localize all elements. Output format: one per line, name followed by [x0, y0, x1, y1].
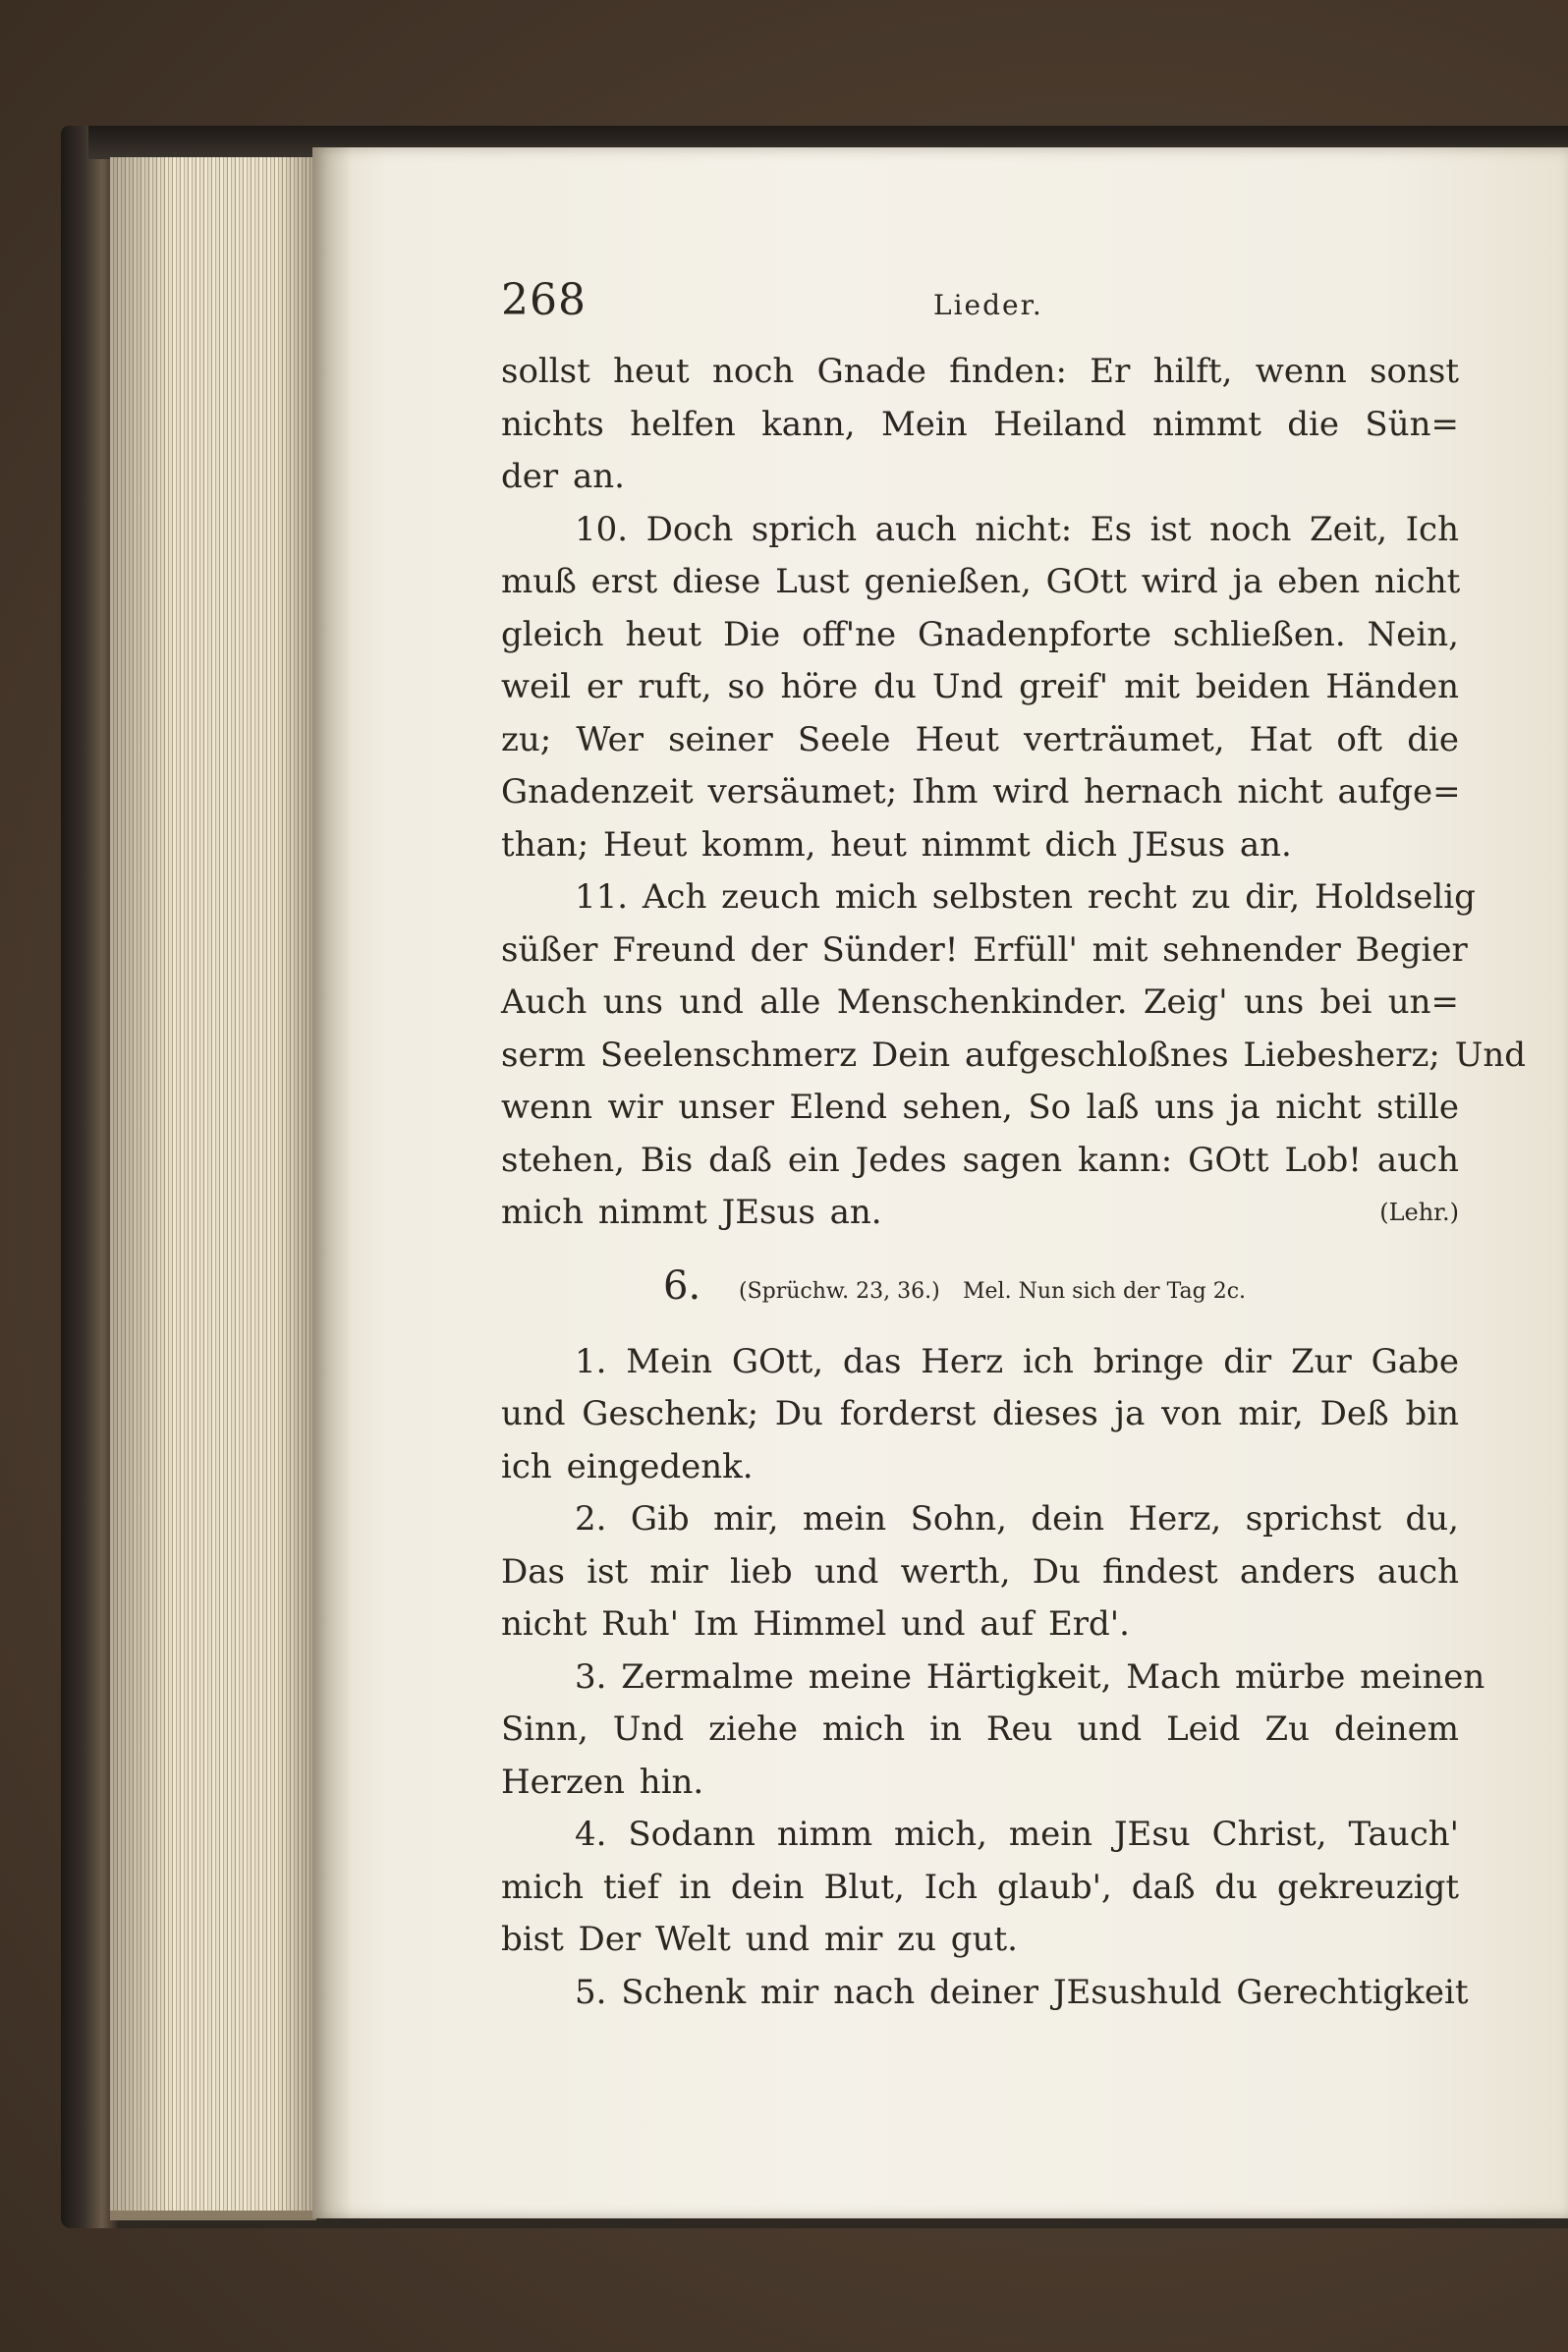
text-line: Das ist mir lieb und werth, Du findest anders auch	[501, 1551, 1459, 1592]
page-edges-shadow	[110, 157, 316, 2211]
text-line: ich eingedenk.	[501, 1446, 754, 1486]
stanza-4-first-line: 4. Sodann nimm mich, mein JEsu Christ, Tauch'	[575, 1815, 1459, 1854]
author-credit: (Lehr.)	[1379, 1199, 1459, 1226]
text-line: sollst heut noch Gnade finden: Er hilft, wenn sonst	[501, 352, 1459, 391]
text-line: nichts helfen kann, Mein Heiland nimmt die Sün=	[501, 404, 1459, 444]
stanza-1-first-line: 1. Mein GOtt, das Herz ich bringe dir Zur Gabe	[575, 1341, 1459, 1381]
page-content	[501, 275, 1527, 2019]
running-head	[501, 275, 1459, 338]
text-line: Gnadenzeit versäumet; Ihm wird hernach nicht aufge=	[501, 772, 1461, 812]
text-line: Sinn, Und ziehe mich in Reu und Leid Zu deinem	[501, 1709, 1459, 1749]
running-title: Lieder.	[933, 289, 1043, 321]
text-line: than; Heut komm, heut nimmt dich JEsus an.	[501, 824, 1292, 865]
hymn-number: 6.	[663, 1262, 701, 1309]
text-line: mich tief in dein Blut, Ich glaub', daß du gekreuzigt	[501, 1867, 1459, 1907]
hymn-6-heading	[501, 1258, 1459, 1328]
text-line: stehen, Bis daß ein Jedes sagen kann: GOtt Lob! auch	[501, 1140, 1459, 1180]
text-line: und Geschenk; Du forderst dieses ja von mir, Deß bin	[501, 1394, 1459, 1433]
text-line: süßer Freund der Sünder! Erfüll' mit sehnender Begier	[501, 929, 1468, 970]
text-line: Auch uns und alle Menschenkinder. Zeig' uns bei un=	[501, 982, 1459, 1022]
text-line: Herzen hin.	[501, 1762, 704, 1802]
gutter-shadow	[312, 147, 352, 2218]
stanza-3-first-line: 3. Zermalme meine Härtigkeit, Mach mürbe meinen	[575, 1656, 1485, 1697]
stanza-5-first-line: 5. Schenk mir nach deiner JEsushuld Gerechtigkeit	[575, 1972, 1469, 2012]
text-line: der an.	[501, 457, 625, 496]
body-text	[501, 346, 1527, 1240]
text-line: gleich heut Die off'ne Gnadenpforte schließen. Nein,	[501, 614, 1459, 654]
text-line: muß erst diese Lust genießen, GOtt wird ja eben nicht	[501, 562, 1461, 601]
hymn-6-text	[501, 1336, 1485, 2020]
text-line: weil er ruft, so höre du Und greif' mit beiden Händen	[501, 667, 1459, 706]
text-line: bist Der Welt und mir zu gut.	[501, 1920, 1018, 1959]
text-line: wenn wir unser Elend sehen, So laß uns ja nicht stille	[501, 1088, 1459, 1127]
text-line: serm Seelenschmerz Dein aufgeschloßnes Liebesherz; Und	[501, 1035, 1527, 1075]
stanza-11-first-line: 11. Ach zeuch mich selbsten recht zu dir, Holdselig	[575, 877, 1476, 917]
credit-line	[501, 1187, 1459, 1240]
scripture-reference: (Sprüchw. 23, 36.)	[739, 1278, 940, 1304]
melody-note: Mel. Nun sich der Tag 2c.	[963, 1278, 1247, 1304]
text-line: zu; Wer seiner Seele Heut verträumet, Hat oft die	[501, 719, 1459, 759]
page-number: 268	[501, 275, 587, 325]
text-line: nicht Ruh' Im Himmel und auf Erd'.	[501, 1604, 1130, 1644]
stanza-2-first-line: 2. Gib mir, mein Sohn, dein Herz, sprichst du,	[575, 1499, 1459, 1539]
text-line: mich nimmt JEsus an.	[501, 1193, 882, 1232]
stanza-10-first-line: 10. Doch sprich auch nicht: Es ist noch Zeit, Ich	[575, 509, 1459, 549]
